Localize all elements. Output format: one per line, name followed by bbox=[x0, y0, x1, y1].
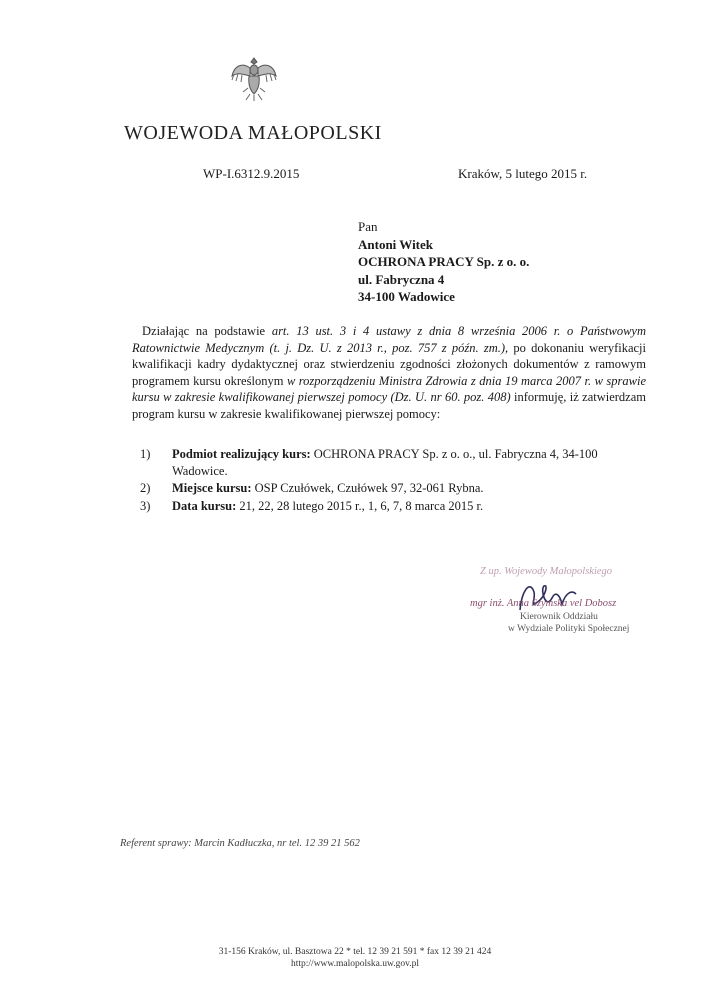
list-value: OCHRONA PRACY Sp. z o. o., ul. Fabryczna 4, 34-100 Wadowice. bbox=[172, 447, 598, 478]
footer bbox=[0, 946, 710, 970]
list-label: Podmiot realizujący kurs: bbox=[172, 447, 311, 461]
list-value: 21, 22, 28 lutego 2015 r., 1, 6, 7, 8 marca 2015 r. bbox=[236, 498, 484, 513]
recipient-name: Antoni Witek bbox=[358, 236, 434, 252]
recipient-salutation: Pan bbox=[358, 219, 378, 234]
regulation-citation: w rozporządzeniu Ministra Zdrowia z dnia 19 marca 2007 r. w sprawie kursu w zakresie kwalifikowanej pierwszej pomocy (Dz. U. nr 60. poz. 408) bbox=[132, 373, 646, 404]
signature-stamp bbox=[470, 560, 680, 650]
list-number: 2) bbox=[140, 481, 151, 495]
signatory-position: Kierownik Oddziału bbox=[520, 612, 598, 622]
body-text-2: po dokonaniu weryfikacji kwalifikacji kadry dydaktycznej oraz stwierdzeniu zgodności złożonych dokumentów z ramowym programem kursu określonym bbox=[132, 340, 646, 388]
footer-website-link[interactable]: http://www.malopolska.uw.gov.pl bbox=[291, 959, 419, 969]
recipient-address bbox=[358, 218, 529, 306]
stamp-authority-line: Z up. Wojewody Małopolskiego bbox=[480, 566, 613, 577]
letter-date: Kraków, 5 lutego 2015 r. bbox=[458, 166, 588, 181]
body-text-1: Działając na podstawie bbox=[142, 324, 272, 338]
recipient-city: 34-100 Wadowice bbox=[358, 289, 455, 304]
list-number: 3) bbox=[140, 498, 151, 513]
list-item bbox=[132, 480, 646, 497]
eagle-emblem-icon bbox=[228, 52, 280, 104]
list-value: OSP Czułówek, Czułówek 97, 32-061 Rybna. bbox=[251, 481, 484, 495]
case-reference: WP-I.6312.9.2015 bbox=[203, 166, 300, 181]
letter-body bbox=[132, 323, 646, 422]
signatory-department: w Wydziale Polityki Społecznej bbox=[508, 624, 630, 634]
list-label: Data kursu: bbox=[172, 498, 237, 513]
referent-contact: Referent sprawy: Marcin Kadłuczka, nr tel. 12 39 21 562 bbox=[120, 838, 360, 849]
recipient-company: OCHRONA PRACY Sp. z o. o. bbox=[358, 254, 530, 269]
list-number: 1) bbox=[140, 447, 151, 461]
legal-basis-citation: art. 13 ust. 3 i 4 ustawy z dnia 8 września 2006 r. o Państwowym Ratownictwie Medycznym (t. j. Dz. U. z 2013 r., poz. 757 z późn. zm.), bbox=[132, 324, 646, 355]
issuer-title: WOJEWODA MAŁOPOLSKI bbox=[124, 122, 382, 144]
list-item bbox=[132, 498, 646, 515]
list-label: Miejsce kursu: bbox=[172, 481, 252, 495]
course-details-list bbox=[132, 446, 646, 515]
footer-address: 31-156 Kraków, ul. Basztowa 22 * tel. 12 39 21 591 * fax 12 39 21 424 bbox=[218, 947, 492, 957]
list-item bbox=[132, 446, 646, 479]
recipient-street: ul. Fabryczna 4 bbox=[358, 271, 445, 287]
body-text-3: informuję, iż zatwierdzam program kursu w zakresie kwalifikowanej pierwszej pomocy: bbox=[132, 390, 646, 421]
signatory-name: mgr inż. Anna Szymska vel Dobosz bbox=[470, 598, 617, 609]
